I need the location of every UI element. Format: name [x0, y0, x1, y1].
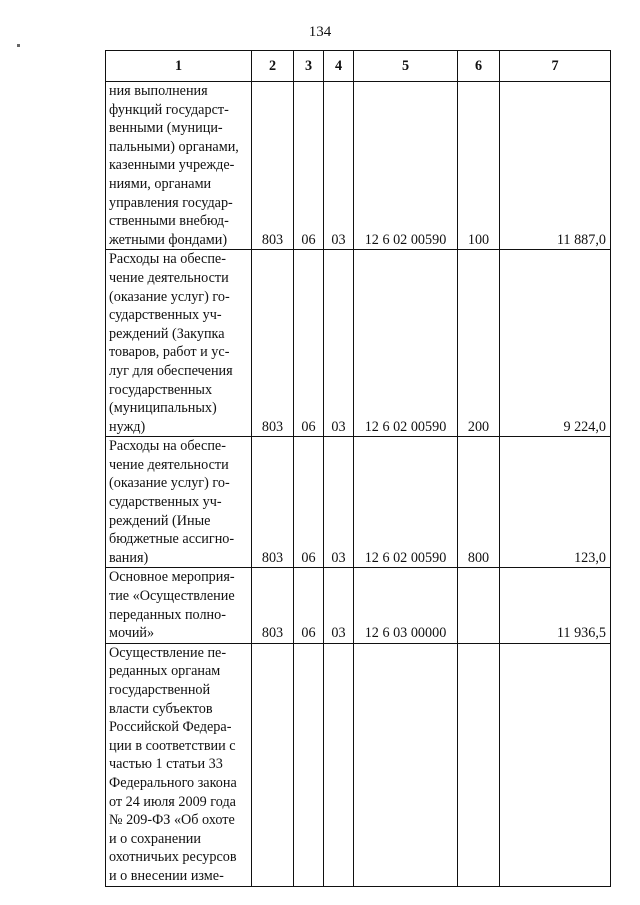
cell-subsection — [324, 643, 354, 886]
cell-ministry-code — [252, 643, 294, 886]
column-header: 7 — [500, 51, 611, 82]
cell-amount: 9 224,0 — [500, 250, 611, 437]
budget-table — [105, 50, 611, 887]
table-row — [106, 250, 611, 437]
cell-ministry-code: 803 — [252, 568, 294, 643]
row-description: Осуществление пе- реданных органам государственной власти субъектов Российской Федера- ции в соответствии с частью 1 статьи 33 Федерального закона от 24 июля 2009 года № 209-ФЗ «Об охоте и о сохранении охотничьих ресурсов и о внесении изме- — [106, 643, 252, 886]
cell-expense-type: 800 — [458, 437, 500, 568]
cell-target-article: 12 6 02 00590 — [354, 437, 458, 568]
table-row — [106, 437, 611, 568]
row-description: ния выполнения функций государст- венными (муници- пальными) органами, казенными учрежде- ниями, органами управления государ- ственными внебюд- жетными фондами) — [106, 82, 252, 250]
column-header: 4 — [324, 51, 354, 82]
cell-subsection: 03 — [324, 82, 354, 250]
table-row — [106, 82, 611, 250]
cell-ministry-code: 803 — [252, 250, 294, 437]
cell-target-article: 12 6 02 00590 — [354, 82, 458, 250]
cell-subsection: 03 — [324, 437, 354, 568]
column-header: 3 — [294, 51, 324, 82]
cell-section — [294, 643, 324, 886]
cell-amount: 11 936,5 — [500, 568, 611, 643]
cell-expense-type: 200 — [458, 250, 500, 437]
cell-section: 06 — [294, 250, 324, 437]
cell-subsection: 03 — [324, 250, 354, 437]
row-description: Расходы на обеспе- чение деятельности (оказание услуг) го- сударственных уч- реждений (Иные бюджетные ассигно- вания) — [106, 437, 252, 568]
cell-amount — [500, 643, 611, 886]
table-row — [106, 568, 611, 643]
row-description: Основное мероприя- тие «Осуществление переданных полно- мочий» — [106, 568, 252, 643]
column-header: 2 — [252, 51, 294, 82]
page-number: 134 — [308, 24, 332, 40]
margin-mark — [17, 44, 20, 47]
cell-section: 06 — [294, 437, 324, 568]
cell-ministry-code: 803 — [252, 82, 294, 250]
column-header: 6 — [458, 51, 500, 82]
cell-expense-type — [458, 643, 500, 886]
table-row — [106, 643, 611, 886]
cell-subsection: 03 — [324, 568, 354, 643]
cell-ministry-code: 803 — [252, 437, 294, 568]
column-header: 5 — [354, 51, 458, 82]
cell-target-article — [354, 643, 458, 886]
column-header: 1 — [106, 51, 252, 82]
row-description: Расходы на обеспе- чение деятельности (оказание услуг) го- сударственных уч- реждений (Закупка товаров, работ и ус- луг для обеспечения государственных (муниципальных) нужд) — [106, 250, 252, 437]
cell-target-article: 12 6 02 00590 — [354, 250, 458, 437]
cell-section: 06 — [294, 568, 324, 643]
cell-section: 06 — [294, 82, 324, 250]
cell-expense-type — [458, 568, 500, 643]
cell-amount: 11 887,0 — [500, 82, 611, 250]
cell-target-article: 12 6 03 00000 — [354, 568, 458, 643]
cell-amount: 123,0 — [500, 437, 611, 568]
cell-expense-type: 100 — [458, 82, 500, 250]
header-row — [106, 51, 611, 82]
